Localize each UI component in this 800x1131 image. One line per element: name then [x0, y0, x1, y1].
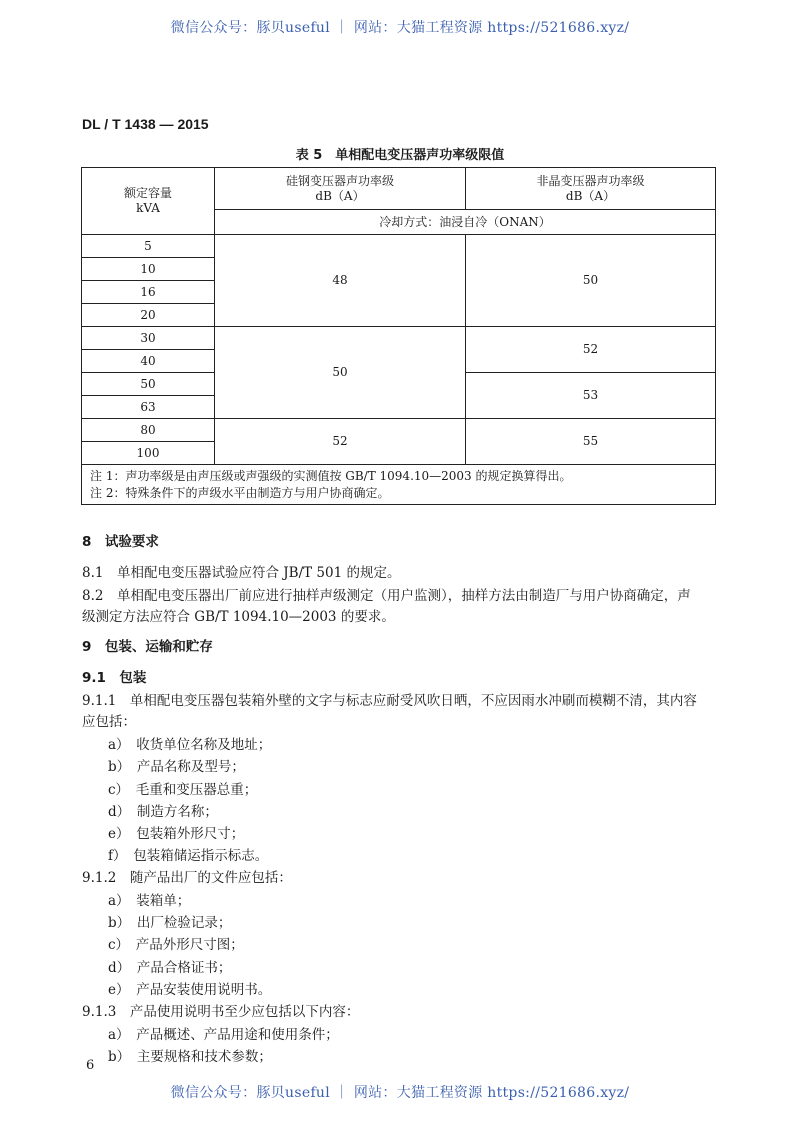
- clause-9-1-2: 9.1.2 随产品出厂的文件应包括：: [82, 870, 292, 886]
- clause-8-2-line1: 8.2 单相配电变压器出厂前应进行抽样声级测定（用户监测），抽样方法由制造厂与用户协商确定，声: [82, 588, 691, 604]
- capacity-cell: 100: [82, 442, 215, 465]
- capacity-cell: 5: [82, 235, 215, 258]
- list-item: d） 制造方名称；: [108, 804, 218, 820]
- amorphous-value-cell: 53: [466, 373, 716, 419]
- amorphous-value-cell: 52: [466, 327, 716, 373]
- capacity-cell: 63: [82, 396, 215, 419]
- capacity-cell: 40: [82, 350, 215, 373]
- capacity-cell: 10: [82, 258, 215, 281]
- table-title: 表 5 单相配电变压器声功率级限值: [295, 148, 505, 163]
- list-item: f） 包装箱储运指示标志。: [108, 848, 269, 864]
- clause-8-2-line2: 级测定方法应符合 GB/T 1094.10—2003 的要求。: [82, 609, 395, 625]
- header-amorphous-label: 非晶变压器声功率级: [536, 173, 645, 188]
- clause-9-1-3: 9.1.3 产品使用说明书至少应包括以下内容：: [82, 1004, 360, 1020]
- document-code: DL / T 1438 — 2015: [82, 116, 209, 132]
- header-capacity-label: 额定容量: [123, 186, 172, 200]
- clause-9-1-1-line2: 应包括：: [82, 714, 136, 730]
- clause-8-1: 8.1 单相配电变压器试验应符合 JB/T 501 的规定。: [82, 565, 401, 581]
- amorphous-value-cell: 50: [466, 235, 716, 327]
- sisteel-value-cell: 48: [215, 235, 466, 327]
- capacity-cell: 20: [82, 304, 215, 327]
- list-item: b） 出厂检验记录；: [108, 915, 232, 931]
- list-item: e） 包装箱外形尺寸；: [108, 826, 245, 842]
- section-8-title: 8 试验要求: [82, 534, 159, 550]
- list-item: c） 毛重和变压器总重；: [108, 782, 258, 798]
- list-item: a） 产品概述、产品用途和使用条件；: [108, 1027, 339, 1043]
- list-item: b） 产品名称及型号；: [108, 759, 245, 775]
- header-sisteel: [215, 168, 466, 210]
- list-item: a） 装箱单；: [108, 893, 191, 909]
- list-item: e） 产品安装使用说明书。: [108, 982, 272, 998]
- sisteel-value-cell: 52: [215, 419, 466, 465]
- clause-9-1-1-line1: 9.1.1 单相配电变压器包装箱外壁的文字与标志应耐受风吹日晒，不应因雨水冲刷而模糊不清，其内容: [82, 693, 697, 709]
- watermark-top: 微信公众号：豚贝useful ｜ 网站：大猫工程资源 https://521686.xyz/: [170, 20, 630, 36]
- list-item: c） 产品外形尺寸图；: [108, 937, 244, 953]
- capacity-cell: 50: [82, 373, 215, 396]
- sisteel-value-cell: 50: [215, 327, 466, 419]
- page-number: 6: [86, 1058, 95, 1073]
- watermark-bottom: 微信公众号：豚贝useful ｜ 网站：大猫工程资源 https://521686.xyz/: [170, 1085, 630, 1101]
- capacity-cell: 16: [82, 281, 215, 304]
- amorphous-value-cell: 55: [466, 419, 716, 465]
- header-capacity: [82, 168, 215, 235]
- section-9-title: 9 包装、运输和贮存: [82, 639, 213, 655]
- header-sisteel-unit: dB（A）: [315, 188, 365, 203]
- header-sisteel-label: 硅钢变压器声功率级: [285, 173, 394, 188]
- noise-limit-table: [81, 167, 716, 505]
- header-capacity-unit: kVA: [136, 201, 160, 215]
- list-item: a） 收货单位名称及地址；: [108, 737, 272, 753]
- list-item: b） 主要规格和技术参数；: [108, 1049, 272, 1065]
- clause-9-1: 9.1 包装: [82, 670, 147, 686]
- table-notes: [82, 465, 716, 505]
- cooling-method: 冷却方式：油浸自冷（ONAN）: [215, 210, 716, 235]
- header-amorphous: [466, 168, 716, 210]
- header-amorphous-unit: dB（A）: [565, 188, 616, 203]
- list-item: d） 产品合格证书；: [108, 960, 232, 976]
- table-note-2: 注 2：特殊条件下的声级水平由制造方与用户协商确定。: [90, 486, 390, 500]
- table-note-1: 注 1：声功率级是由声压级或声强级的实测值按 GB/T 1094.10—2003 的规定换算得出。: [90, 469, 572, 483]
- capacity-cell: 80: [82, 419, 215, 442]
- capacity-cell: 30: [82, 327, 215, 350]
